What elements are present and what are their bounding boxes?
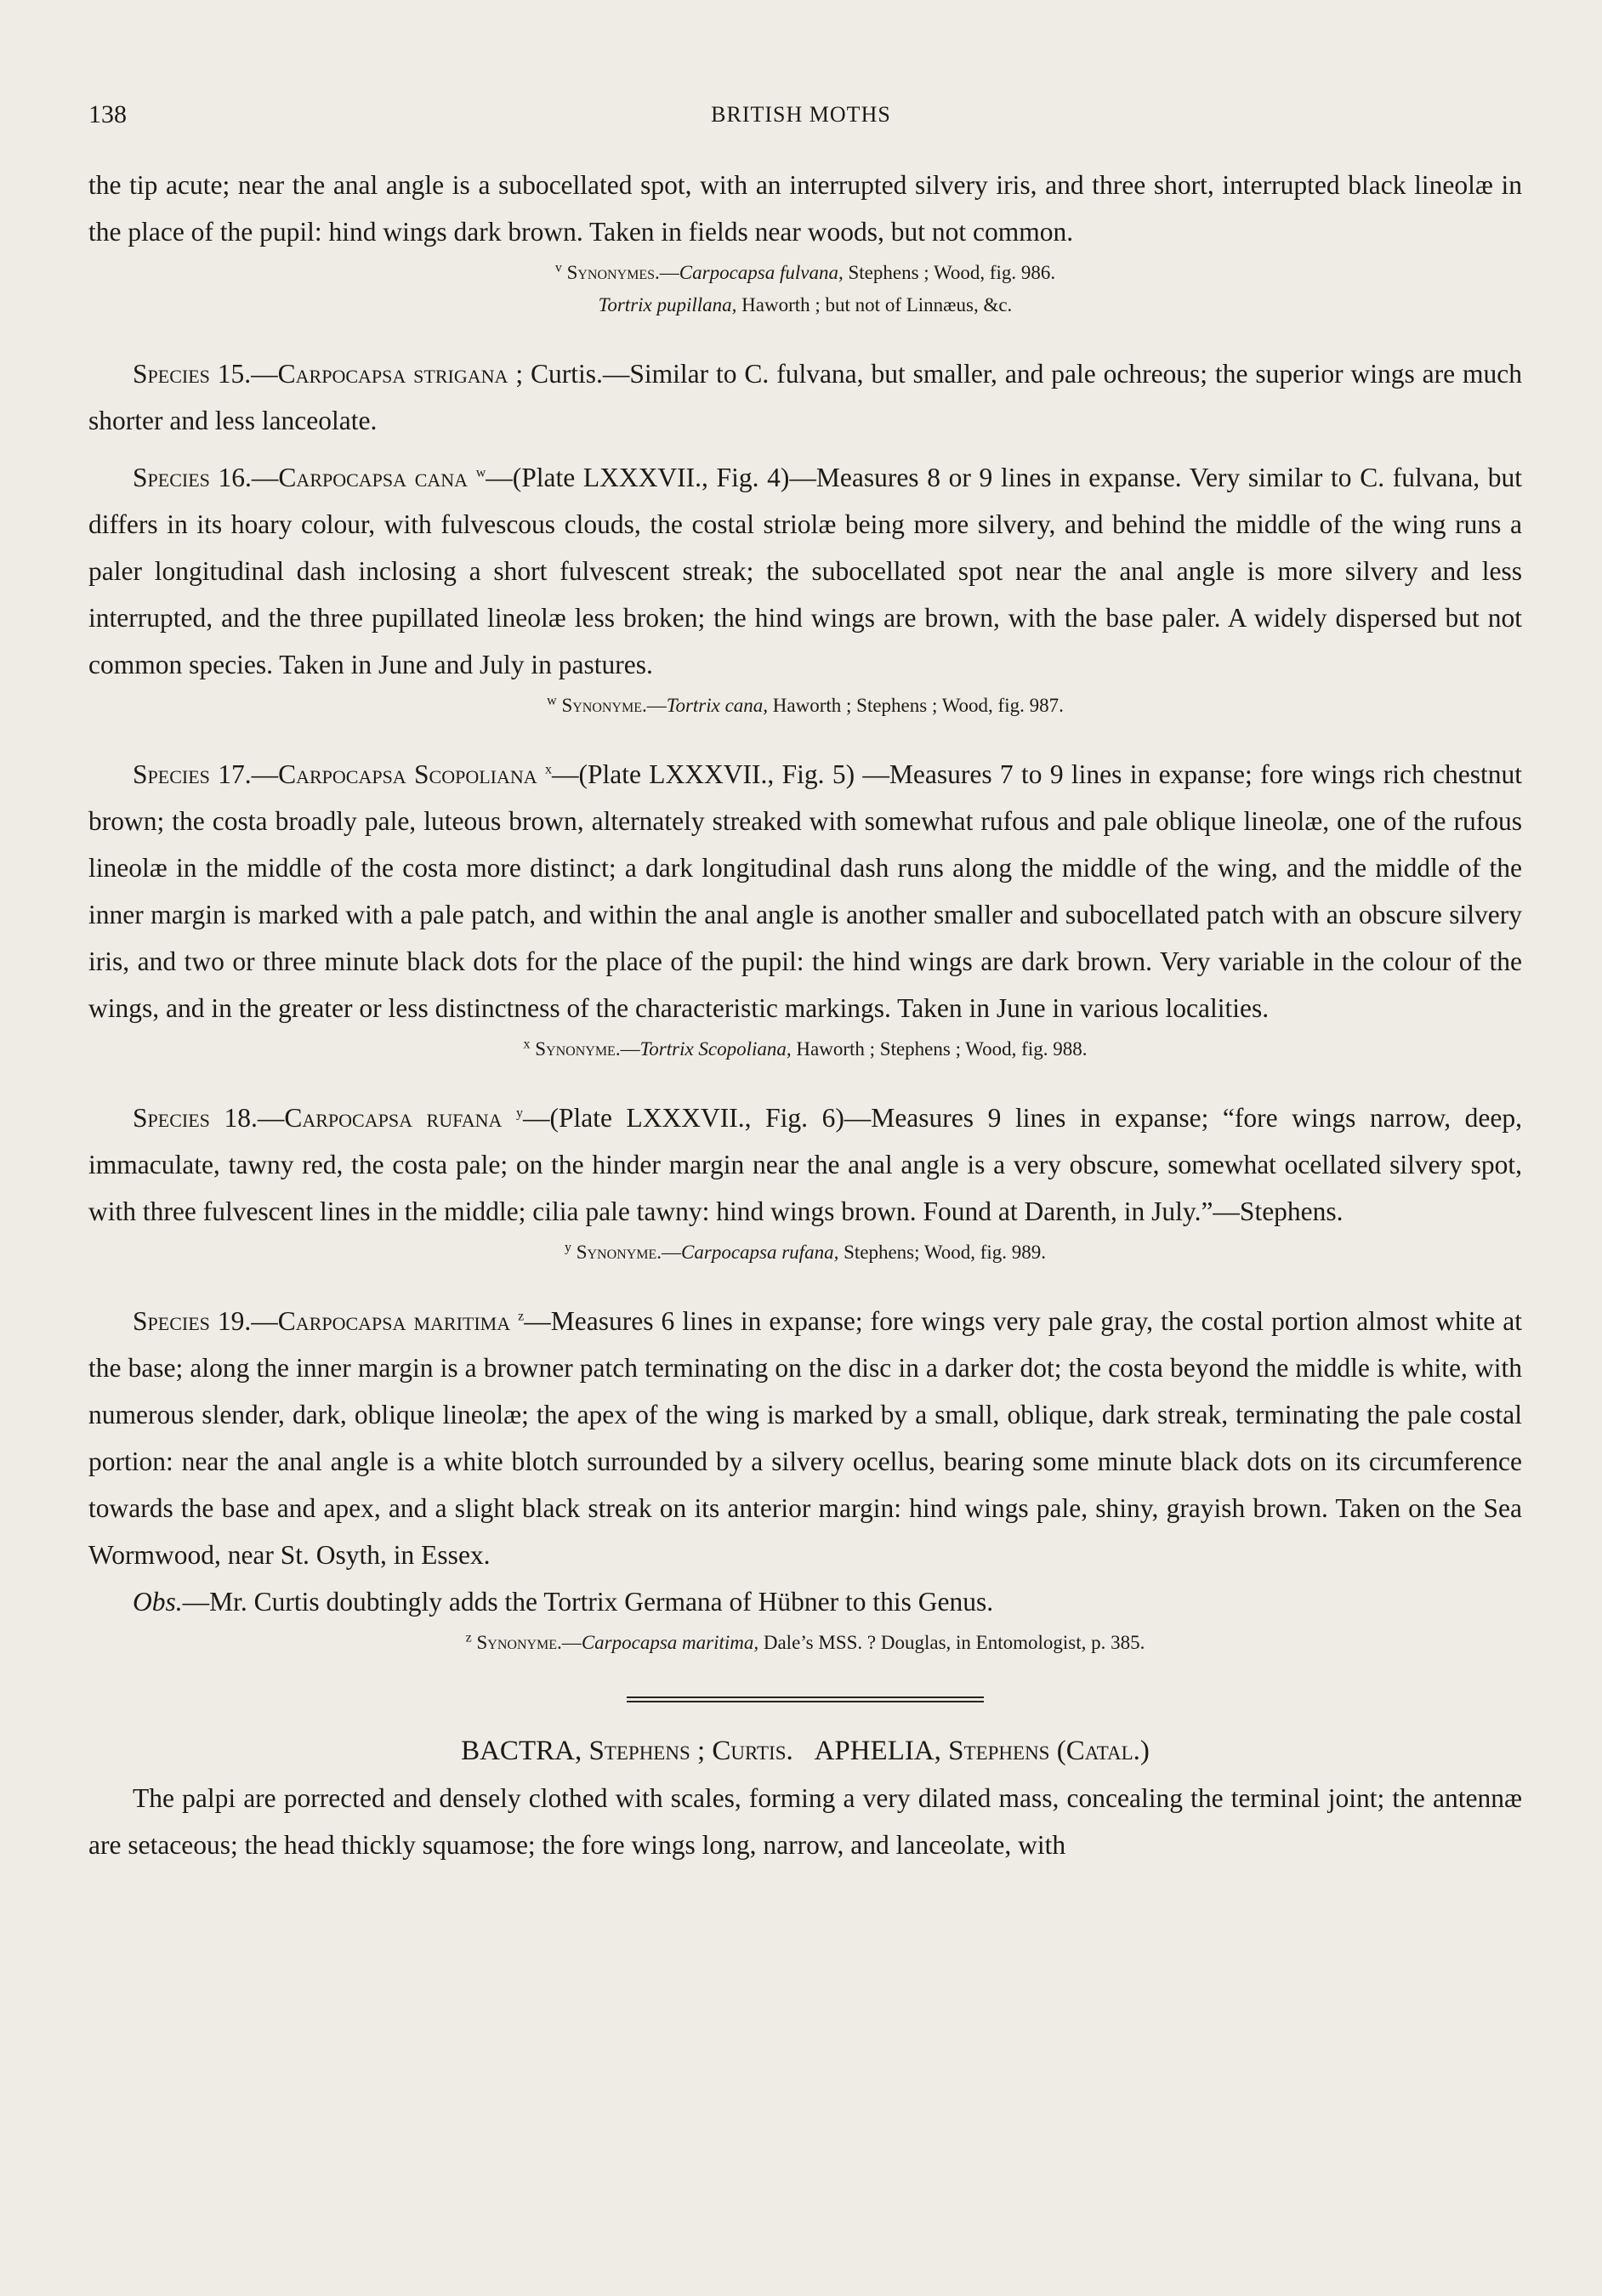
synonym-rest: Haworth ; Stephens ; Wood, fig. 988. (791, 1038, 1088, 1060)
synonym-name: Tortrix cana, (666, 695, 769, 716)
obs-text: —Mr. Curtis doubtingly adds the Tortrix Germana of Hübner to this Genus. (182, 1587, 994, 1617)
synonym-label: Synonyme.— (535, 1038, 640, 1060)
species-text: —Measures 6 lines in expanse; fore wings very pale gray, the costal portion almost white at the base; along the inner margin is a browner patch terminating on the disc in a darker dot; the costa beyond the middle is white, with numerous slender, dark, oblique lineolæ; the apex of the wing is marked by a small, oblique, dark streak, terminating the pale costal portion: near the anal angle is a white blotch surrounded by a silvery ocellus, bearing some minute black dots on its circumference towards the base and apex, and a slight black streak on its anterior margin: hind wings pale, shiny, grayish brown. Taken on the Sea Wormwood, near St. Osyth, in Essex. (88, 1306, 1522, 1570)
species-15 (88, 350, 1522, 444)
synonym-name: Tortrix Scopoliana, (639, 1038, 792, 1060)
synonym-fulvana (88, 257, 1522, 289)
species-name: Carpocapsa cana (278, 463, 469, 492)
running-title: BRITISH MOTHS (711, 102, 891, 127)
genus-description: The palpi are porrected and densely clothed with scales, forming a very dilated mass, concealing the terminal joint; the antennæ are setaceous; the head thickly squamose; the fore wings long, narrow, and lanceolate, with (88, 1783, 1522, 1860)
synonym-label: Synonyme.— (576, 1242, 682, 1263)
genus-heading (88, 1728, 1522, 1775)
species-label: Species 18.— (133, 1103, 285, 1133)
species-label: Species 15.— (133, 359, 278, 389)
synonym-rest: Haworth ; but not of Linnæus, &c. (736, 294, 1013, 315)
footnote-mark: v (554, 260, 562, 276)
footnote-mark: w (475, 465, 486, 480)
synonym-maritima: $^z$ Synonyme.—Carpocapsa maritima, Dale’s MSS. ? Douglas, in Entomologist, p. 385. (465, 1630, 1145, 1653)
species-label: Species 16.— (133, 463, 279, 492)
species-text: ; Curtis.—Similar to C. fulvana, but smaller, and pale ochreous; the superior wings are much shorter and less lanceolate. (88, 359, 1522, 435)
synonym-label: Synonyme.— (476, 1632, 582, 1653)
genus-synonym-name: APHELIA, (814, 1736, 941, 1766)
species-text: —(Plate LXXXVII., Fig. 6)—Measures 9 lines in expanse; “fore wings narrow, deep, immaculate, tawny red, the costa pale; on the hinder margin near the anal angle is a very obscure, somewhat ocellated silvery spot, with three fulvescent lines in the middle; cilia pale tawny: hind wings brown. Found at Darenth, in July.”—Stephens. (88, 1103, 1522, 1226)
section-divider (627, 1696, 984, 1702)
species-label: Species 17.— (133, 759, 279, 789)
species-name: Carpocapsa Scopoliana (278, 759, 537, 789)
footnote-mark: x (545, 762, 552, 777)
synonym-name: Carpocapsa fulvana, (679, 262, 844, 283)
synonym-label: Synonyme.— (561, 695, 667, 716)
species-name: Carpocapsa maritima (277, 1306, 511, 1336)
synonym-name: Carpocapsa rufana, (681, 1242, 839, 1263)
species-19 (88, 1298, 1522, 1578)
species-text: —(Plate LXXXVII., Fig. 5) —Measures 7 to 9 lines in expanse; fore wings rich chestnut brown; the costa broadly pale, luteous brown, alternately streaked with somewhat rufous and pale oblique lineolæ, one of the rufous lineolæ in the middle of the costa more distinct; a dark longitudinal dash runs along the middle of the wing, and the middle of the inner margin is marked with a pale patch, and within the anal angle is another smaller and subocellated patch with an obscure silvery iris, and two or three minute black dots for the place of the pupil: the hind wings are dark brown. Very variable in the colour of the wings, and in the greater or less distinctness of the characteristic markings. Taken in June in various localities. (88, 759, 1523, 1023)
species-name: Carpocapsa strigana (277, 359, 508, 389)
species-17 (88, 751, 1522, 1031)
synonym-label: Synonymes.— (566, 262, 679, 283)
species-text: —(Plate LXXXVII., Fig. 4)—Measures 8 or 9 lines in expanse. Very similar to C. fulvana, but differs in its hoary colour, with fulvescous clouds, the costal striolæ being more silvery, and behind the middle of the wing runs a paler longitudinal dash inclosing a short fulvescent streak; the subocellated spot near the anal angle is more silvery and less interrupted, and the three pupillated lineolæ less broken; the hind wings are brown, with the base paler. A widely dispersed but not common species. Taken in June and July in pastures. (88, 463, 1523, 679)
synonym-name: Carpocapsa maritima, (581, 1632, 759, 1653)
synonym-rest: Stephens; Wood, fig. 989. (838, 1242, 1047, 1263)
intro-paragraph: the tip acute; near the anal angle is a subocellated spot, with an interrupted silvery iris, and three short, interrupted black lineolæ in the place of the pupil: hind wings dark brown. Taken in fields near woods, but not common. (88, 170, 1522, 247)
synonym-rufana: $^y$ Synonyme.—Carpocapsa rufana, Stephens; Wood, fig. 989. (564, 1240, 1047, 1263)
page-header (88, 100, 1514, 143)
species-name: Carpocapsa rufana (284, 1103, 503, 1133)
species-16 (88, 454, 1522, 688)
genus-authority: Stephens ; Curtis. (582, 1736, 793, 1766)
synonym-rest: Dale’s MSS. ? Douglas, in Entomologist, p. 385. (758, 1632, 1145, 1653)
footnote-mark: z (518, 1309, 525, 1324)
synonym-rest: Haworth ; Stephens ; Wood, fig. 987. (768, 695, 1064, 716)
page-body (88, 162, 1522, 1868)
genus-synonym-authority: Stephens (Catal.) (940, 1736, 1150, 1766)
page-number: 138 (88, 100, 127, 128)
synonym-name: Tortrix pupillana, (598, 294, 737, 315)
species-18 (88, 1094, 1522, 1235)
synonym-scopoliana: $^x$ Synonyme.—Tortrix Scopoliana, Haworth ; Stephens ; Wood, fig. 988. (523, 1037, 1088, 1060)
genus-name: BACTRA, (461, 1736, 582, 1766)
synonym-pupillana (88, 289, 1522, 321)
synonym-rest: Stephens ; Wood, fig. 986. (843, 262, 1056, 283)
observation (88, 1578, 1522, 1625)
footnote-mark: y (515, 1105, 523, 1121)
species-label: Species 19.— (133, 1306, 278, 1336)
synonym-cana: $^w$ Synonyme.—Tortrix cana, Haworth ; Stephens ; Wood, fig. 987. (547, 693, 1064, 716)
obs-label: Obs. (133, 1587, 183, 1617)
